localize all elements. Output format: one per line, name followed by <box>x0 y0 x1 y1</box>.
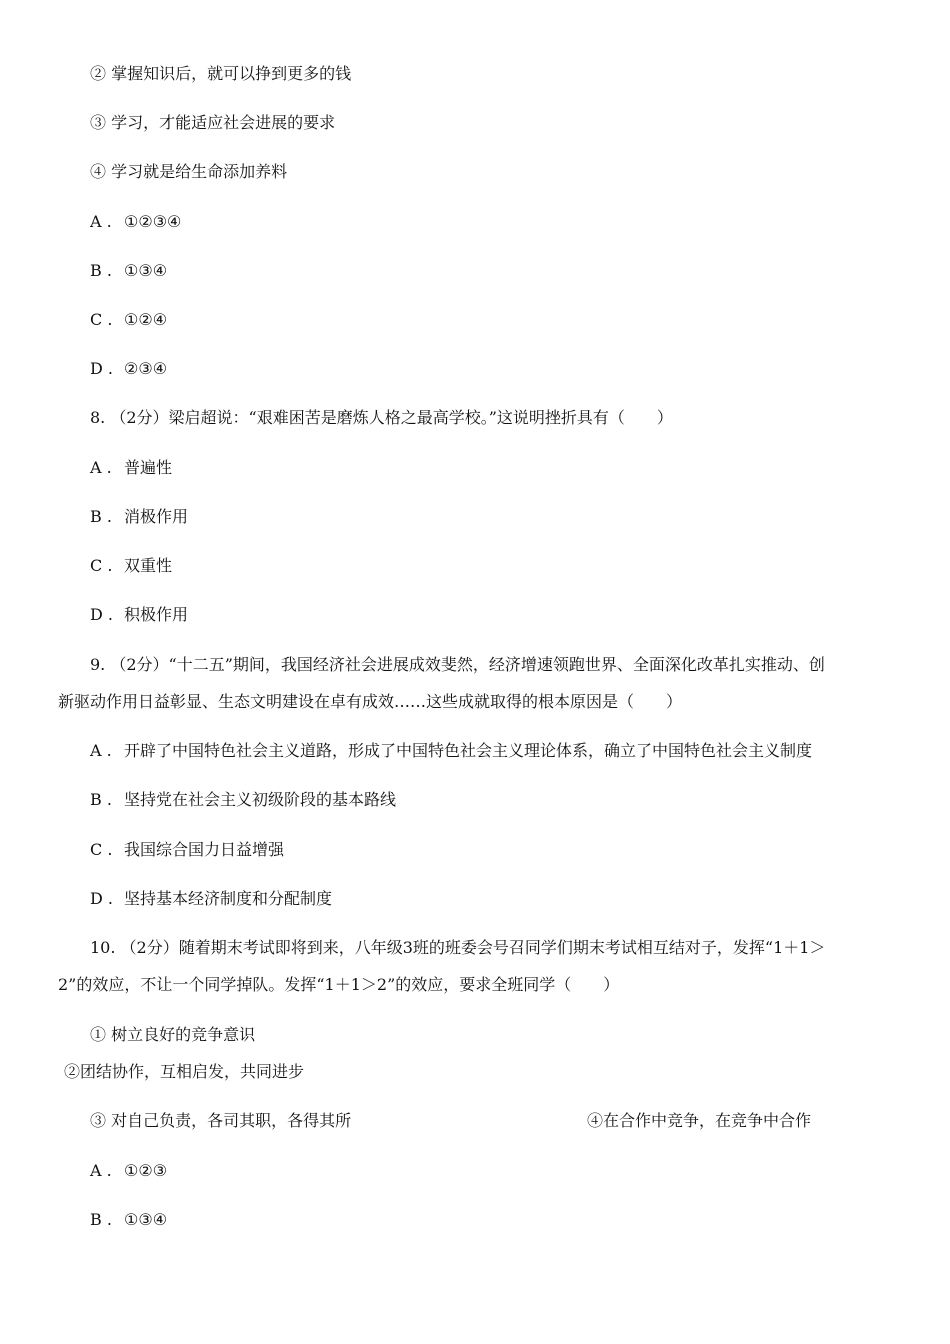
option-text: 普遍性 <box>124 458 173 477</box>
q9-stem-line1: 9. （2分）“十二五”期间，我国经济社会进展成效斐然，经济增速领跑世界、全面深化改革扎实推动、创 <box>90 655 825 674</box>
option-letter: D . <box>90 359 113 378</box>
q7-option-d[interactable] <box>90 359 167 379</box>
q8-stem: 8. （2分）梁启超说：“艰难困苦是磨炼人格之最高学校。”这说明挫折具有（ ） <box>90 408 673 427</box>
q8-option-d[interactable] <box>90 605 188 625</box>
option-letter: B . <box>90 261 112 280</box>
option-text: ①③④ <box>124 1210 168 1229</box>
q8-option-b[interactable] <box>90 507 188 527</box>
q10-option-a[interactable] <box>90 1161 167 1181</box>
option-letter: B . <box>90 507 112 526</box>
q10-option-b[interactable] <box>90 1210 167 1230</box>
q9-stem-line2: 新驱动作用日益彰显、生态文明建设在卓有成效……这些成就取得的根本原因是（ ） <box>58 692 683 711</box>
q10-stem-line1: 10. （2分）随着期末考试即将到来，八年级3班的班委会号召同学们期末考试相互结对子，发挥“1＋1＞ <box>90 938 826 957</box>
option-text: 消极作用 <box>124 507 189 526</box>
option-letter: C . <box>90 556 113 575</box>
option-letter: B . <box>90 790 112 809</box>
q10-item-3: ③ 对自己负责，各司其职，各得其所 <box>90 1111 352 1130</box>
option-text: ②③④ <box>124 359 168 378</box>
q10-item-4: ④在合作中竞争，在竞争中合作 <box>587 1111 812 1130</box>
option-letter: C . <box>90 840 113 859</box>
option-letter: A . <box>90 1161 112 1180</box>
q9-option-d[interactable] <box>90 889 332 909</box>
option-text: 开辟了中国特色社会主义道路，形成了中国特色社会主义理论体系，确立了中国特色社会主义制度 <box>124 741 813 760</box>
option-letter: D . <box>90 889 113 908</box>
option-text: ①②④ <box>124 310 168 329</box>
q7-option-c[interactable] <box>90 310 167 330</box>
option-text: 双重性 <box>124 556 173 575</box>
q7-item-4: ④ 学习就是给生命添加养料 <box>90 162 288 181</box>
option-letter: D . <box>90 605 113 624</box>
q8-option-c[interactable] <box>90 556 172 576</box>
q9-option-b[interactable] <box>90 790 396 810</box>
option-text: 我国综合国力日益增强 <box>124 840 285 859</box>
option-text: ①③④ <box>124 261 168 280</box>
q10-item-2: ②团结协作，互相启发，共同进步 <box>64 1062 305 1081</box>
q7-option-a[interactable] <box>90 212 181 232</box>
option-text: 坚持基本经济制度和分配制度 <box>124 889 333 908</box>
option-text: ①②③ <box>124 1161 168 1180</box>
option-text: ①②③④ <box>124 212 182 231</box>
option-letter: A . <box>90 741 112 760</box>
q9-option-a[interactable] <box>90 741 812 761</box>
option-letter: C . <box>90 310 113 329</box>
option-letter: A . <box>90 212 112 231</box>
q7-item-2: ② 掌握知识后，就可以挣到更多的钱 <box>90 64 352 83</box>
q7-item-3: ③ 学习，才能适应社会进展的要求 <box>90 113 336 132</box>
option-text: 积极作用 <box>124 605 189 624</box>
option-letter: B . <box>90 1210 112 1229</box>
option-text: 坚持党在社会主义初级阶段的基本路线 <box>124 790 397 809</box>
option-letter: A . <box>90 458 112 477</box>
q8-option-a[interactable] <box>90 458 172 478</box>
q10-stem-line2: 2”的效应，不让一个同学掉队。发挥“1＋1＞2”的效应，要求全班同学（ ） <box>58 975 620 994</box>
q7-option-b[interactable] <box>90 261 167 281</box>
q9-option-c[interactable] <box>90 840 284 860</box>
q10-item-1: ① 树立良好的竞争意识 <box>90 1025 256 1044</box>
